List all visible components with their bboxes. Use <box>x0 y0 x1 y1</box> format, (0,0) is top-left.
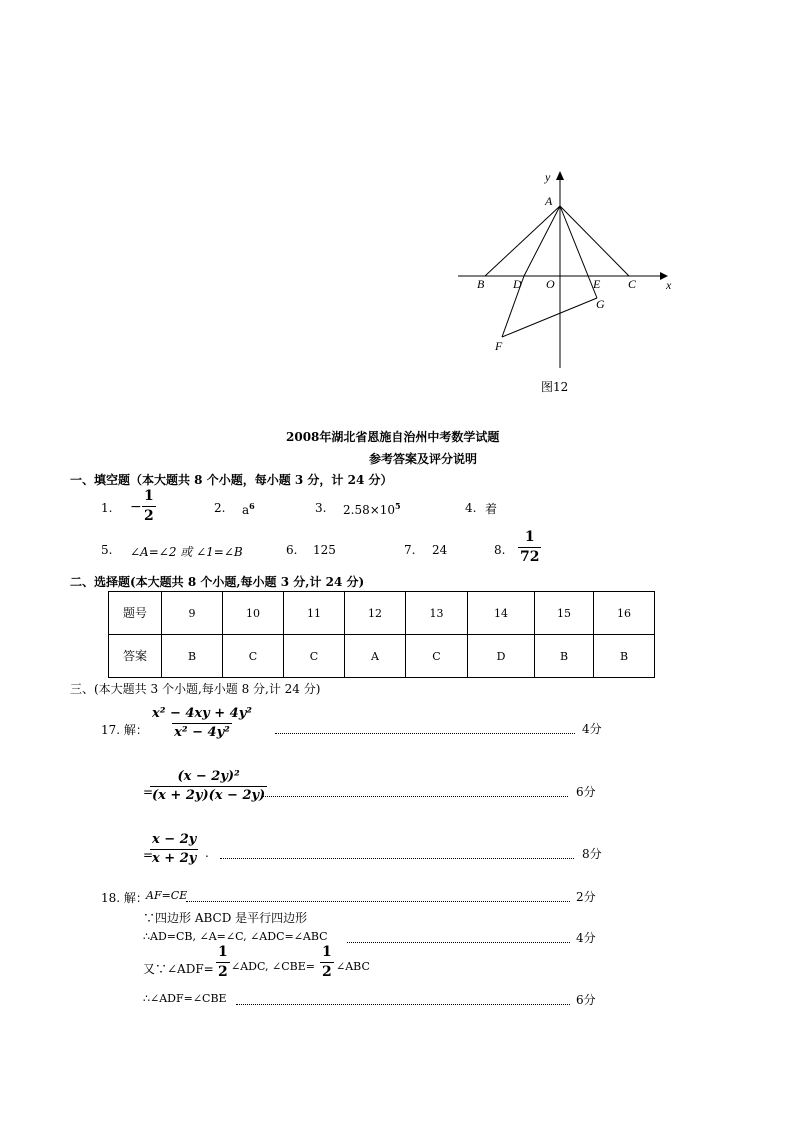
p17-step3-denominator: x + 2y <box>152 851 197 867</box>
q12-number: 12 <box>345 592 406 635</box>
p18-line1: AF=CE <box>146 889 188 902</box>
label-a: A <box>545 194 553 208</box>
p17-step2-numerator: (x − 2y)² <box>177 769 240 784</box>
p17-label: 17. 解： <box>101 723 148 737</box>
q11-answer: C <box>284 635 345 678</box>
p17-step2-fraction <box>150 770 267 804</box>
q8-number: 8. <box>494 543 506 557</box>
p17-step1-numerator: x² − 4xy + 4y² <box>152 706 252 721</box>
p18-line2: ∵四边形 ABCD 是平行四边形 <box>143 911 308 925</box>
q10-answer: C <box>223 635 284 678</box>
p17-step1-denominator: x² − 4y² <box>174 725 230 741</box>
label-e: E <box>593 277 601 291</box>
dotted-leader <box>236 1004 570 1005</box>
q3-base: 2.58×10 <box>343 503 396 517</box>
q1-frac-denominator: 2 <box>144 508 154 525</box>
q2-exponent: 6 <box>249 501 255 511</box>
p17-step1-fraction <box>150 707 254 741</box>
label-y: y <box>545 170 551 184</box>
segment-ag <box>560 206 597 298</box>
q5-answer: ∠A=∠2 或 ∠1=∠B <box>130 545 243 559</box>
q10-number: 10 <box>223 592 284 635</box>
section3-heading: 三、(本大题共 3 个小题,每小题 8 分,计 24 分) <box>70 682 321 696</box>
q16-answer: B <box>594 635 655 678</box>
label-d: D <box>513 277 522 291</box>
geometry-figure <box>440 160 700 400</box>
section2-heading: 二、选择题(本大题共 8 个小题,每小题 3 分,计 24 分) <box>70 575 365 589</box>
p17-step2-eq: = <box>143 785 154 799</box>
segment-ac <box>560 206 629 276</box>
p18-line3-score: 4分 <box>576 931 596 945</box>
p18-line5: ∴∠ADF=∠CBE <box>143 992 227 1005</box>
label-c: C <box>628 277 637 291</box>
dotted-leader <box>347 942 570 943</box>
row-label-answer: 答案 <box>109 635 162 678</box>
p18-line5-score: 6分 <box>576 993 596 1007</box>
q16-number: 16 <box>594 592 655 635</box>
q4-number: 4. <box>465 501 477 515</box>
segment-ab <box>485 206 560 276</box>
q13-number: 13 <box>406 592 468 635</box>
q7-number: 7. <box>404 543 416 557</box>
q15-answer: B <box>535 635 594 678</box>
half-denominator: 2 <box>218 964 228 981</box>
q11-number: 11 <box>284 592 345 635</box>
table-row <box>109 592 655 635</box>
p18-half-fraction-2 <box>320 945 334 981</box>
page-subtitle: 参考答案及评分说明 <box>369 452 478 466</box>
label-b: B <box>477 277 485 291</box>
p18-label: 18. 解： <box>101 891 148 905</box>
half-numerator: 1 <box>218 944 228 960</box>
half-numerator: 1 <box>322 944 332 960</box>
row-label-number: 题号 <box>109 592 162 635</box>
dotted-leader <box>275 733 575 734</box>
p17-step3-numerator: x − 2y <box>152 832 197 847</box>
q5-number: 5. <box>101 543 113 557</box>
q3-exponent: 5 <box>395 501 401 511</box>
q4-answer: 着 <box>485 502 498 516</box>
p17-step2-denominator: (x + 2y)(x − 2y) <box>152 788 266 804</box>
q1-frac-numerator: 1 <box>144 488 154 504</box>
p18-half-fraction-1 <box>216 945 230 981</box>
q1-sign: − <box>130 499 142 515</box>
q2-answer <box>242 501 255 517</box>
q1-fraction <box>142 489 156 525</box>
p17-step3-dot: . <box>205 846 209 860</box>
figure-caption: 图12 <box>541 380 569 394</box>
q9-answer: B <box>162 635 223 678</box>
segment-ad <box>524 206 560 276</box>
q6-answer: 125 <box>313 543 336 557</box>
q8-frac-denominator: 72 <box>520 549 540 566</box>
table-row <box>109 635 655 678</box>
p18-line4-a: 又∵∠ADF= <box>143 962 214 976</box>
q3-number: 3. <box>315 501 327 515</box>
p17-step1-score: 4分 <box>582 722 602 736</box>
q2-number: 2. <box>214 501 226 515</box>
q14-number: 14 <box>468 592 535 635</box>
label-o: O <box>546 277 555 291</box>
segment-fg <box>502 298 597 337</box>
q8-fraction <box>518 530 541 566</box>
q2-base: a <box>242 503 250 517</box>
q9-number: 9 <box>162 592 223 635</box>
label-g: G <box>596 297 605 311</box>
q14-answer: D <box>468 635 535 678</box>
y-axis-arrow <box>556 171 564 180</box>
dotted-leader <box>220 858 574 859</box>
p17-step3-score: 8分 <box>582 847 602 861</box>
label-x: x <box>666 278 672 292</box>
p17-step3-eq: = <box>143 848 154 862</box>
q1-number: 1. <box>101 501 113 515</box>
p18-line3: ∴AD=CB, ∠A=∠C, ∠ADC=∠ABC <box>143 930 328 943</box>
q7-answer: 24 <box>432 543 448 557</box>
half-denominator: 2 <box>322 964 332 981</box>
p17-step2-score: 6分 <box>576 785 596 799</box>
q3-answer <box>343 501 401 517</box>
q6-number: 6. <box>286 543 298 557</box>
answer-table <box>108 591 655 678</box>
dotted-leader <box>262 796 568 797</box>
dotted-leader <box>186 901 570 902</box>
p18-line4-b: ∠ADC, ∠CBE= <box>231 960 315 973</box>
p17-step3-fraction <box>150 833 198 867</box>
section1-heading: 一、填空题（本大题共 8 个小题，每小题 3 分，计 24 分） <box>70 473 393 487</box>
q15-number: 15 <box>535 592 594 635</box>
p18-line4-c: ∠ABC <box>336 960 370 973</box>
q13-answer: C <box>406 635 468 678</box>
label-f: F <box>495 339 503 353</box>
p18-line1-score: 2分 <box>576 890 596 904</box>
page-title: 2008年湖北省恩施自治州中考数学试题 <box>286 430 500 444</box>
q12-answer: A <box>345 635 406 678</box>
q8-frac-numerator: 1 <box>524 529 535 545</box>
